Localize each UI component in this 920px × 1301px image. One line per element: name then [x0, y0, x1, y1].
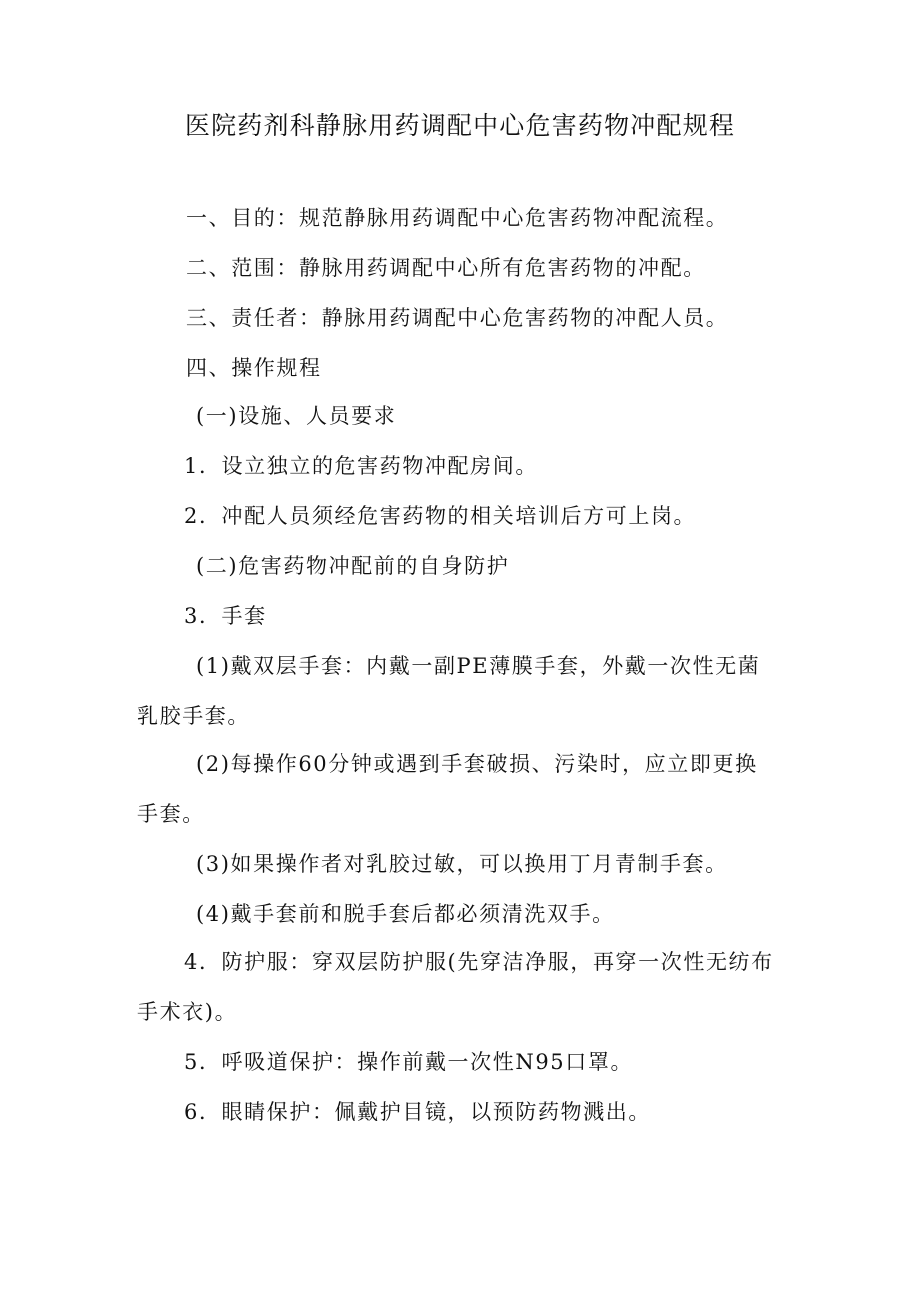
paragraph-purpose: 一、目的：规范静脉用药调配中心危害药物冲配流程。 [186, 206, 729, 230]
subsection-heading-facilities: (一)设施、人员要求 [196, 404, 397, 428]
gloves-item-3: (3)如果操作者对乳胶过敏，可以换用丁月青制手套。 [196, 852, 728, 876]
gloves-item-2-continued: 手套。 [137, 802, 205, 826]
paragraph-responsible: 三、责任者：静脉用药调配中心危害药物的冲配人员。 [186, 306, 729, 330]
list-item-1: 1．设立独立的危害药物冲配房间。 [184, 454, 538, 478]
gloves-item-4: (4)戴手套前和脱手套后都必须清洗双手。 [196, 902, 615, 926]
list-item-6-eyes: 6．眼睛保护：佩戴护目镜，以预防药物溅出。 [184, 1100, 651, 1124]
gloves-item-1: (1)戴双层手套：内戴一副PE薄膜手套，外戴一次性无菌 [196, 654, 761, 678]
list-item-2: 2．冲配人员须经危害药物的相关培训后方可上岗。 [184, 504, 697, 528]
subsection-heading-protection: (二)危害药物冲配前的自身防护 [196, 554, 510, 578]
list-item-3-gloves: 3．手套 [184, 604, 267, 628]
gloves-item-2: (2)每操作60分钟或遇到手套破损、污染时，应立即更换 [196, 752, 758, 776]
section-heading-procedure: 四、操作规程 [186, 356, 322, 380]
list-item-4-continued: 手术衣)。 [137, 1000, 238, 1024]
paragraph-scope: 二、范围：静脉用药调配中心所有危害药物的冲配。 [186, 256, 706, 280]
list-item-4-gown: 4．防护服：穿双层防护服(先穿洁净服，再穿一次性无纺布 [184, 950, 774, 974]
document-title: 医院药剂科静脉用药调配中心危害药物冲配规程 [184, 111, 736, 140]
list-item-5-respiratory: 5．呼吸道保护：操作前戴一次性N95口罩。 [184, 1050, 634, 1074]
gloves-item-1-continued: 乳胶手套。 [137, 704, 250, 728]
